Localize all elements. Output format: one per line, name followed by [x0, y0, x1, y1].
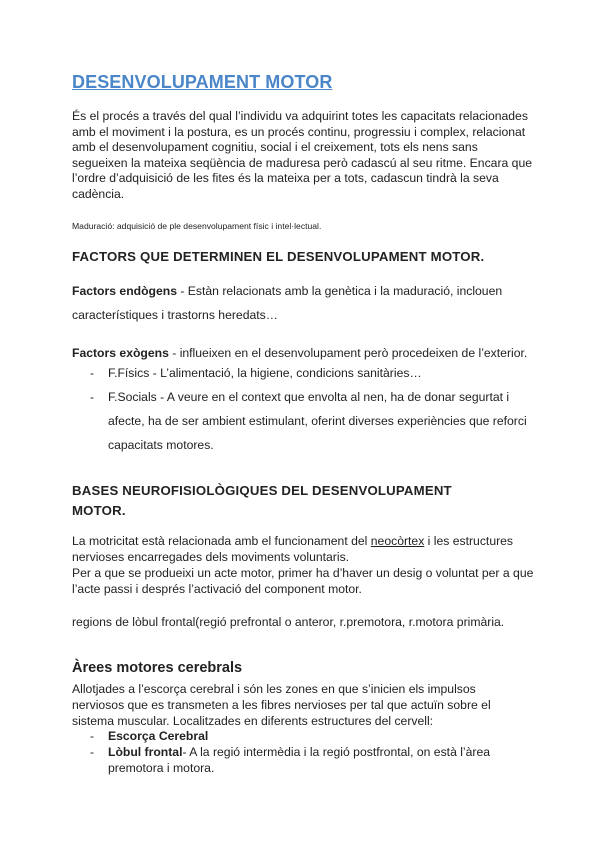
endogens-label: Factors endògens — [72, 284, 177, 298]
bases-heading: BASES NEUROFISIOLÒGIQUES DEL DESENVOLUPAMENT MOTOR. — [72, 483, 452, 518]
list-item-text: F.Físics - L’alimentació, la higiene, condicions sanitàries… — [108, 366, 422, 380]
neocortex-link[interactable]: neocòrtex — [370, 534, 425, 548]
exogens-list — [72, 361, 542, 457]
dash-bullet: - — [90, 745, 95, 759]
list-item-text: - A la regió intermèdia i la regió postfrontal, on està l’àrea premotora i motora. — [108, 745, 491, 775]
intro-paragraph: És el procés a través del qual l’individu va adquirint totes les capacitats relacionades amb el moviment i la postura, es un procés continu, progressiu i complex, relacionat amb el desenvolupament cognitiu, social i el creixement, tots els nens sans segueixen la mateixa seqüència de maduresa però cadascú al seu ritme. Encara que l’ordre d’adquisició de les fites és la mateixa per a tots, cadascun tindrà la seva cadència. — [72, 109, 533, 201]
arees-paragraph: Allotjades a l’escorça cerebral i són les zones en que s’inicien els impulsos nerviosos que es transmeten a les fibres nervioses per tal que actuïn sobre el sistema muscular. Localitzades en diferents estructures del cervell: — [72, 682, 491, 728]
bases-paragraph — [72, 533, 542, 597]
maduracio-note: Maduració: adquisició de ple desenvolupament físic i intel·lectual. — [72, 221, 322, 231]
regions-line: regions de lòbul frontal(regió prefrontal o anteror, r.premotora, r.motora primària. — [72, 615, 505, 629]
bases-p2: Per a que se produeixi un acte motor, primer ha d’haver un desig o voluntat per a que l’acte passi i després l’activació del component motor. — [72, 566, 534, 596]
list-item-label: Lòbul frontal — [108, 745, 183, 759]
list-item — [72, 385, 542, 457]
arees-list — [72, 728, 532, 776]
list-item — [72, 361, 542, 385]
exogens-text: - influeixen en el desenvolupament però procedeixen de l’exterior. — [168, 346, 528, 360]
bases-p1-start: La motricitat està relacionada amb el funcionament del — [72, 534, 371, 548]
dash-bullet: - — [90, 390, 95, 404]
list-item-text: F.Socials - A veure en el context que envolta al nen, ha de donar segurtat i afecte, ha de ser ambient estimulant, oferint diverses experiències que reforci capacitats motores. — [108, 390, 527, 452]
list-item-label: Escorça Cerebral — [108, 729, 209, 743]
dash-bullet: - — [90, 729, 95, 743]
dash-bullet: - — [90, 366, 95, 380]
exogens-label: Factors exògens — [72, 346, 169, 360]
list-item — [72, 728, 532, 744]
factors-heading: FACTORS QUE DETERMINEN EL DESENVOLUPAMENT MOTOR. — [72, 249, 485, 264]
document-title: DESENVOLUPAMENT MOTOR — [72, 72, 333, 92]
bases-p1-end: i les estructures nervioses encarregades dels moviments voluntaris. — [72, 534, 514, 564]
arees-heading: Àrees motores cerebrals — [72, 660, 243, 676]
endogens-text: - Estàn relacionats amb la genètica i la maduració, inclouen característiques i trastorns heredats… — [72, 284, 503, 322]
list-item — [72, 744, 532, 776]
factors-endogens-paragraph — [72, 279, 542, 327]
